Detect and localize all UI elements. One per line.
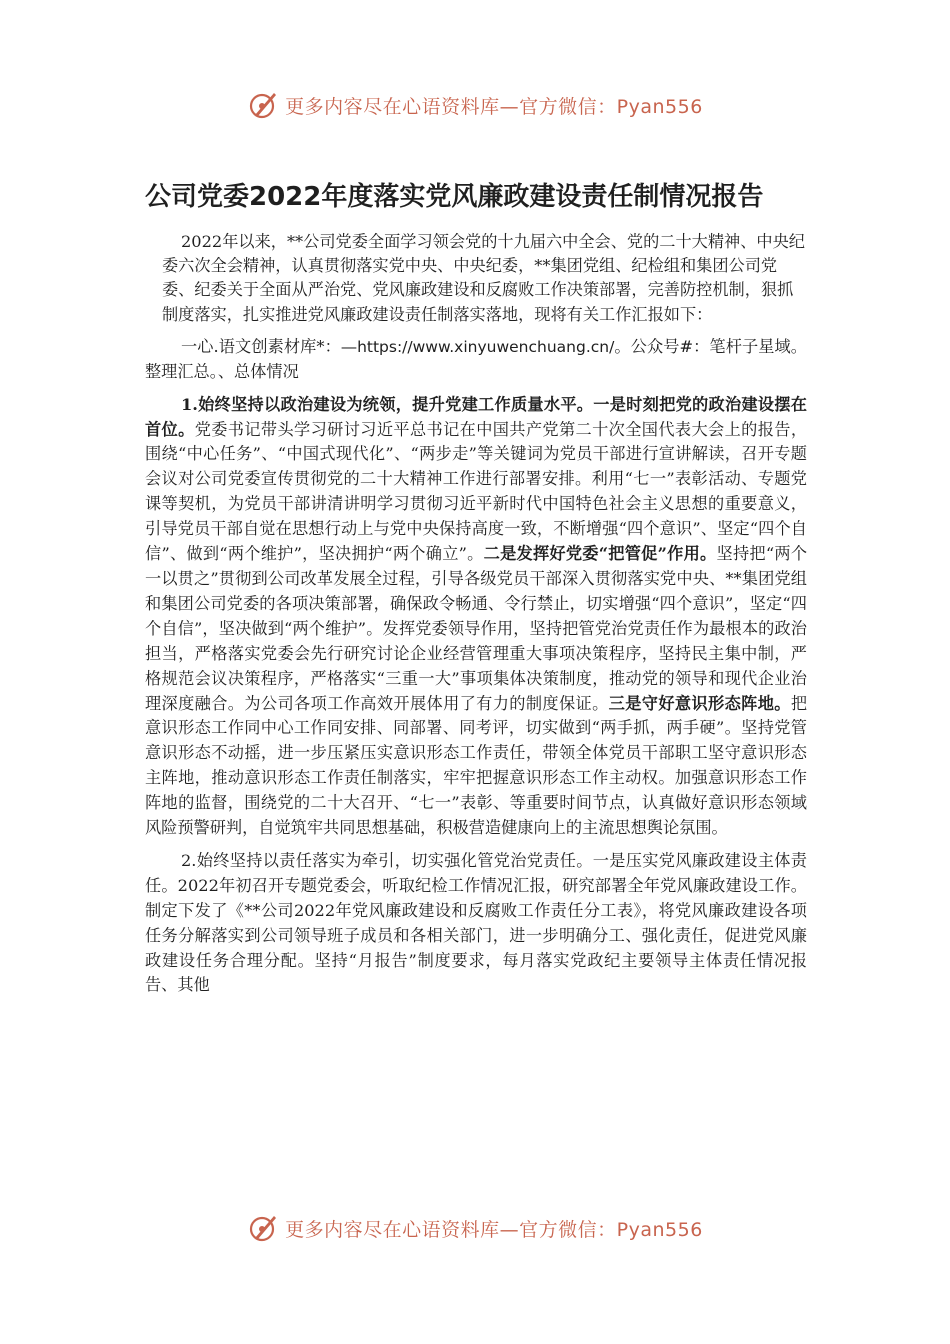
watermark-banner-top xyxy=(0,85,950,125)
source-line: 一心.语文创素材库*：—https://www.xinyuwenchuang.cn/。公众号#：笔杆子星域。整理汇总。、总体情况 xyxy=(145,336,807,381)
quill-pen-circle-icon xyxy=(247,1211,281,1245)
document-body xyxy=(145,176,807,1006)
quill-pen-circle-icon xyxy=(247,88,281,122)
watermark-text: 更多内容尽在心语资料库—官方微信：Pyan556 xyxy=(285,95,703,118)
section-1-lead: 1.始终坚持以政治建设为统领，提升党建工作质量水平。一是时刻把党的政治建设摆在首位。 xyxy=(145,394,807,439)
section-1-paragraph: 1.始终坚持以政治建设为统领，提升党建工作质量水平。一是时刻把党的政治建设摆在首位。党委书记带头学习研讨习近平总书记在中国共产党第二十次全国代表大会上的报告，围绕“中心任务”、“中国式现代化”、“两步走”等关键词为党员干部进行宣讲解读，召开专题会议对公司党委宣传贯彻党的二十大精神工作进行部署安排。利用“七一”表彰活动、专题党课等契机，为党员干部讲清讲明学习贯彻习近平新时代中国特色社会主义思想的重要意义，引导党员干部自觉在思想行动上与党中央保持高度一致，不断增强“四个意识”、坚定“四个自信”、做到“两个维护”，坚决拥护“两个确立”。二是发挥好党委“把管促”作用。坚持把“两个一以贯之”贯彻到公司改革发展全过程，引导各级党员干部深入贯彻落实党中央、**集团党组和集团公司党委的各项决策部署，确保政令畅通、令行禁止，切实增强“四个意识”，坚定“四个自信”，坚决做到“两个维护”。发挥党委领导作用，坚持把管党治党责任作为最根本的政治担当，严格落实党委会先行研究讨论企业经营管理重大事项决策程序，坚持民主集中制，严格规范会议决策程序，严格落实“三重一大”事项集体决策制度，推动党的领导和现代企业治理深度融合。为公司各项工作高效开展体用了有力的制度保证。三是守好意识形态阵地。把意识形态工作同中心工作同安排、同部署、同考评，切实做到“两手抓，两手硬”。坚持党管意识形态不动摇，进一步压紧压实意识形态工作责任，带领全体党员干部职工坚守意识形态主阵地，推动意识形态工作责任制落实，牢牢把握意识形态工作主动权。加强意识形态工作阵地的监督，围绕党的二十大召开、“七一”表彰、等重要时间节点，认真做好意识形态领域风险预警研判，自觉筑牢共同思想基础，积极营造健康向上的主流思想舆论氛围。 xyxy=(145,394,808,838)
source-link[interactable]: https://www.xinyuwenchuang.cn/ xyxy=(357,337,615,356)
intro-paragraph xyxy=(145,230,807,327)
intro-text: 2022年以来，**公司党委全面学习领会党的十九届六中全会、党的二十大精神、中央纪委六次全会精神，认真贯彻落实党中央、中央纪委，**集团党组、纪检组和集团公司党委、纪委关于全面从严治党、党风廉政建设和反腐败工作决策部署，完善防控机制，狠抓制度落实，扎实推进党风廉政建设责任制落实落地，现将有关工作汇报如下： xyxy=(162,232,805,324)
section-1-point-3: 三是守好意识形态阵地。 xyxy=(608,693,791,713)
document-title: 公司党委2022年度落实党风廉政建设责任制情况报告 xyxy=(145,182,764,212)
section-2-paragraph: 2.始终坚持以责任落实为牵引，切实强化管党治党责任。一是压实党风廉政建设主体责任。2022年初召开专题党委会，听取纪检工作情况汇报，研究部署全年党风廉政建设工作。制定下发了《**公司2022年党风廉政建设和反腐败工作责任分工表》，将党风廉政建设各项任务分解落实到公司领导班子成员和各相关部门，进一步明确分工、强化责任，促进党风廉政建设任务合理分配。坚持“月报告”制度要求，每月落实党政纪主要领导主体责任情况报告、其他 xyxy=(145,850,807,995)
watermark-text: 更多内容尽在心语资料库—官方微信：Pyan556 xyxy=(285,1218,703,1241)
section-1-point-2: 二是发挥好党委“把管促”作用。 xyxy=(483,544,717,564)
watermark-banner-bottom xyxy=(0,1208,950,1248)
